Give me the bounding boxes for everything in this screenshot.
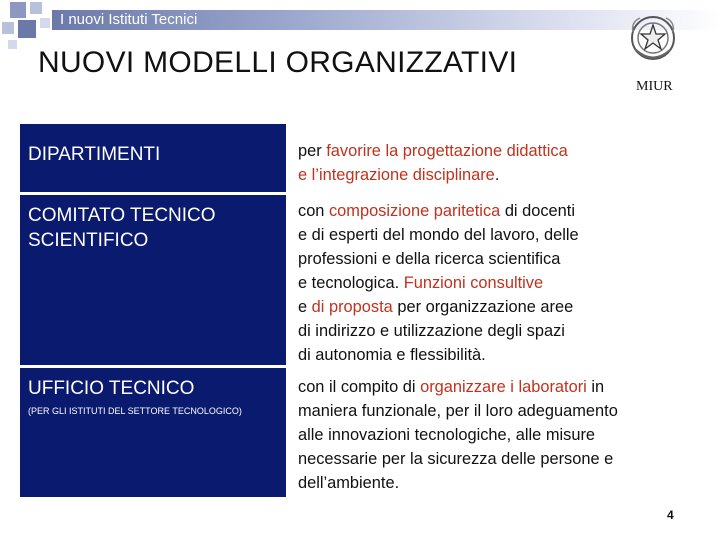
text-segment: di autonomia e flessibilità. (298, 346, 486, 364)
description-line (298, 375, 618, 399)
highlighted-text: Funzioni consultive (403, 274, 544, 292)
description-line (298, 271, 579, 295)
description-line (298, 295, 579, 319)
header-bar (52, 10, 720, 30)
row-description (298, 375, 618, 495)
text-segment: e tecnologica. (298, 274, 404, 292)
text-segment: per organizzazione aree (392, 298, 574, 316)
description-line (298, 199, 579, 223)
highlighted-text: e l’integrazione disciplinare (298, 166, 495, 184)
text-segment: necessarie per la sicurezza delle persone e (298, 450, 614, 468)
header-bar-text: I nuovi Istituti Tecnici (60, 11, 198, 28)
highlighted-text: favorire la progettazione didattica (326, 142, 568, 160)
emblem-icon (628, 12, 678, 66)
highlighted-text: di proposta (311, 298, 393, 316)
text-segment: alle innovazioni tecnologiche, alle misure (298, 426, 596, 444)
text-segment: in (586, 378, 605, 396)
row-box-ufficio (20, 368, 286, 497)
row-box-comitato (20, 195, 286, 365)
description-line (298, 163, 568, 187)
text-segment: di docenti (500, 202, 575, 220)
description-line (298, 139, 568, 163)
text-segment: e di esperti del mondo del lavoro, delle (298, 226, 579, 244)
description-line (298, 423, 618, 447)
description-line (298, 447, 618, 471)
description-line (298, 471, 618, 495)
text-segment: maniera funzionale, per il loro adeguamento (298, 402, 618, 420)
row-label: DIPARTIMENTI (28, 144, 161, 165)
text-segment: di indirizzo e utilizzazione degli spazi (298, 322, 565, 340)
row-box-dipartimenti (20, 124, 286, 192)
text-segment: e (298, 298, 312, 316)
row-label: UFFICIO TECNICO (28, 378, 195, 399)
text-segment: . (494, 166, 500, 184)
highlighted-text: organizzare i laboratori (420, 378, 587, 396)
row-description (298, 139, 568, 187)
page-title: NUOVI MODELLI ORGANIZZATIVI (38, 46, 518, 79)
description-line (298, 247, 579, 271)
description-line (298, 343, 579, 367)
row-description (298, 199, 579, 367)
description-line (298, 319, 579, 343)
text-segment: dell’ambiente. (298, 474, 400, 492)
text-segment: con (298, 202, 329, 220)
row-sublabel: (PER GLI ISTITUTI DEL SETTORE TECNOLOGICO) (28, 406, 242, 416)
highlighted-text: composizione paritetica (328, 202, 501, 220)
text-segment: con il compito di (298, 378, 421, 396)
row-label: COMITATO TECNICO SCIENTIFICO (28, 205, 216, 251)
text-segment: professioni e della ricerca scientifica (298, 250, 561, 268)
description-line (298, 399, 618, 423)
text-segment: per (298, 142, 327, 160)
page-number: 4 (667, 508, 674, 522)
logo-text: MIUR (636, 79, 673, 94)
description-line (298, 223, 579, 247)
